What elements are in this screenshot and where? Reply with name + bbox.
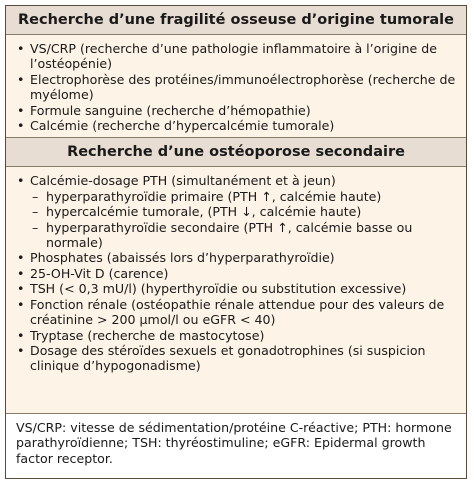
list-item: • Dosage des stéroïdes sexuels et gonadotrophines (si suspicion clinique d’hypogonadisme) bbox=[16, 343, 456, 374]
list-secondary bbox=[16, 173, 456, 373]
list-item: • Phosphates (abaissés lors d’hyperparathyroïdie) bbox=[16, 250, 456, 265]
table-box bbox=[5, 5, 467, 479]
list-item: • 25-OH-Vit D (carence) bbox=[16, 266, 456, 281]
list-item: • Fonction rénale (ostéopathie rénale attendue pour des valeurs de créatinine > 200 µmol/l ou eGFR < 40) bbox=[16, 297, 456, 328]
list-item: • VS/CRP (recherche d’une pathologie inflammatoire à l’origine de l’ostéopénie) bbox=[16, 41, 456, 72]
section-tumoral bbox=[6, 35, 466, 137]
section-title-tumoral: Recherche d’une fragilité osseuse d’origine tumorale bbox=[6, 6, 466, 35]
sub-list-item: – hypercalcémie tumorale, (PTH ↓, calcémie haute) bbox=[16, 204, 456, 219]
list-tumoral bbox=[16, 41, 456, 133]
list-item: • Electrophorèse des protéines/immunoélectrophorèse (recherche de myélome) bbox=[16, 72, 456, 103]
sub-list-item: – hyperparathyroïdie secondaire (PTH ↑, calcémie basse ou normale) bbox=[16, 220, 456, 251]
list-item: • TSH (< 0,3 mU/l) (hyperthyroïdie ou substitution excessive) bbox=[16, 281, 456, 296]
sub-list-item: – hyperparathyroïdie primaire (PTH ↑, calcémie haute) bbox=[16, 189, 456, 204]
list-item: • Calcémie-dosage PTH (simultanément et à jeun) bbox=[16, 173, 456, 188]
section-secondary bbox=[6, 167, 466, 377]
footnote: VS/CRP: vitesse de sédimentation/protéine C-réactive; PTH: hormone parathyroïdienne; TSH: thyréostimuline; eGFR: Epidermal growth factor receptor. bbox=[6, 413, 466, 478]
list-item: • Tryptase (recherche de mastocytose) bbox=[16, 328, 456, 343]
list-item: • Calcémie (recherche d’hypercalcémie tumorale) bbox=[16, 118, 456, 133]
list-item: • Formule sanguine (recherche d’hémopathie) bbox=[16, 103, 456, 118]
section-title-secondary: Recherche d’une ostéoporose secondaire bbox=[6, 137, 466, 167]
